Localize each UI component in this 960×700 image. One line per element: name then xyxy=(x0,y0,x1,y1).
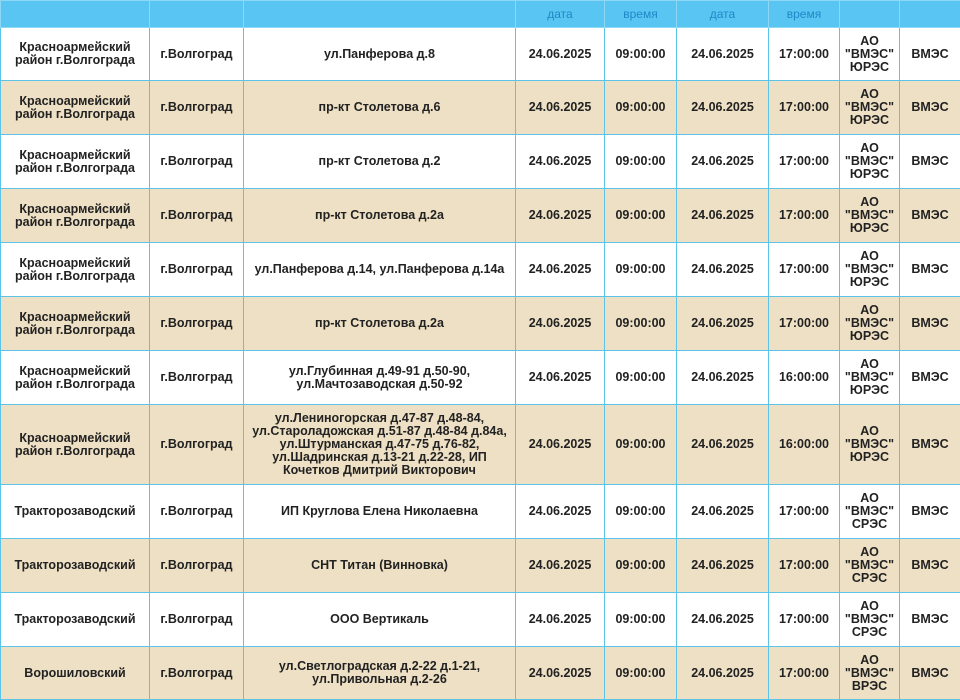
cell-end-time: 17:00:00 xyxy=(769,243,840,297)
cell-district: Красноармейский район г.Волгограда xyxy=(1,243,150,297)
cell-org-short: ВМЭС xyxy=(900,297,960,351)
cell-start-date: 24.06.2025 xyxy=(516,28,605,81)
cell-org: АО "ВМЭС" ЮРЭС xyxy=(840,135,900,189)
table-row xyxy=(1,485,960,539)
cell-end-time: 17:00:00 xyxy=(769,647,840,700)
cell-address: пр-кт Столетова д.6 xyxy=(244,81,516,135)
cell-start-date: 24.06.2025 xyxy=(516,189,605,243)
table-header-row xyxy=(1,1,960,28)
cell-start-date: 24.06.2025 xyxy=(516,135,605,189)
cell-city: г.Волгоград xyxy=(150,539,244,593)
cell-address: пр-кт Столетова д.2а xyxy=(244,189,516,243)
header-end-date: дата xyxy=(677,1,769,28)
cell-org: АО "ВМЭС" СРЭС xyxy=(840,593,900,647)
cell-end-time: 17:00:00 xyxy=(769,189,840,243)
cell-start-time: 09:00:00 xyxy=(605,81,677,135)
table-row xyxy=(1,189,960,243)
table-row xyxy=(1,539,960,593)
cell-address: пр-кт Столетова д.2 xyxy=(244,135,516,189)
cell-address: ООО Вертикаль xyxy=(244,593,516,647)
cell-city: г.Волгоград xyxy=(150,351,244,405)
cell-address: СНТ Титан (Винновка) xyxy=(244,539,516,593)
cell-end-date: 24.06.2025 xyxy=(677,405,769,485)
cell-end-date: 24.06.2025 xyxy=(677,351,769,405)
cell-start-date: 24.06.2025 xyxy=(516,485,605,539)
cell-end-time: 16:00:00 xyxy=(769,351,840,405)
cell-end-date: 24.06.2025 xyxy=(677,189,769,243)
cell-district: Тракторозаводский xyxy=(1,485,150,539)
cell-address: ул.Панферова д.8 xyxy=(244,28,516,81)
cell-address: ул.Лениногорская д.47-87 д.48-84, ул.Староладожская д.51-87 д.48-84 д.84а, ул.Штурманская д.47-75 д.76-82, ул.Шадринская д.13-21 д.22-28, ИП Кочетков Дмитрий Викторович xyxy=(244,405,516,485)
cell-org-short: ВМЭС xyxy=(900,351,960,405)
header-org-short xyxy=(900,1,960,28)
cell-org-short: ВМЭС xyxy=(900,593,960,647)
cell-org: АО "ВМЭС" СРЭС xyxy=(840,485,900,539)
header-district xyxy=(1,1,150,28)
cell-district: Красноармейский район г.Волгограда xyxy=(1,297,150,351)
cell-start-time: 09:00:00 xyxy=(605,485,677,539)
cell-city: г.Волгоград xyxy=(150,405,244,485)
cell-district: Красноармейский район г.Волгограда xyxy=(1,81,150,135)
cell-district: Тракторозаводский xyxy=(1,593,150,647)
cell-start-time: 09:00:00 xyxy=(605,297,677,351)
cell-org: АО "ВМЭС" ЮРЭС xyxy=(840,297,900,351)
cell-end-date: 24.06.2025 xyxy=(677,135,769,189)
cell-district: Красноармейский район г.Волгограда xyxy=(1,28,150,81)
header-start-date: дата xyxy=(516,1,605,28)
cell-city: г.Волгоград xyxy=(150,243,244,297)
table-row xyxy=(1,135,960,189)
cell-district: Ворошиловский xyxy=(1,647,150,700)
table-row xyxy=(1,351,960,405)
cell-start-time: 09:00:00 xyxy=(605,135,677,189)
cell-end-date: 24.06.2025 xyxy=(677,593,769,647)
cell-org: АО "ВМЭС" ЮРЭС xyxy=(840,351,900,405)
cell-end-time: 17:00:00 xyxy=(769,135,840,189)
cell-org-short: ВМЭС xyxy=(900,243,960,297)
cell-org-short: ВМЭС xyxy=(900,189,960,243)
cell-start-time: 09:00:00 xyxy=(605,593,677,647)
cell-district: Красноармейский район г.Волгограда xyxy=(1,351,150,405)
cell-address: ИП Круглова Елена Николаевна xyxy=(244,485,516,539)
cell-start-time: 09:00:00 xyxy=(605,351,677,405)
cell-org: АО "ВМЭС" ЮРЭС xyxy=(840,28,900,81)
cell-end-date: 24.06.2025 xyxy=(677,539,769,593)
table-row xyxy=(1,647,960,700)
cell-start-date: 24.06.2025 xyxy=(516,297,605,351)
cell-end-date: 24.06.2025 xyxy=(677,297,769,351)
table-row xyxy=(1,405,960,485)
cell-city: г.Волгоград xyxy=(150,485,244,539)
table-row xyxy=(1,593,960,647)
cell-district: Красноармейский район г.Волгограда xyxy=(1,405,150,485)
cell-city: г.Волгоград xyxy=(150,28,244,81)
cell-org-short: ВМЭС xyxy=(900,539,960,593)
cell-city: г.Волгоград xyxy=(150,135,244,189)
cell-org-short: ВМЭС xyxy=(900,485,960,539)
cell-city: г.Волгоград xyxy=(150,189,244,243)
cell-start-time: 09:00:00 xyxy=(605,405,677,485)
cell-end-time: 17:00:00 xyxy=(769,81,840,135)
cell-start-date: 24.06.2025 xyxy=(516,539,605,593)
header-start-time: время xyxy=(605,1,677,28)
table-row xyxy=(1,81,960,135)
cell-org: АО "ВМЭС" ЮРЭС xyxy=(840,405,900,485)
cell-end-time: 17:00:00 xyxy=(769,485,840,539)
cell-start-date: 24.06.2025 xyxy=(516,351,605,405)
cell-district: Красноармейский район г.Волгограда xyxy=(1,189,150,243)
header-org xyxy=(840,1,900,28)
cell-start-date: 24.06.2025 xyxy=(516,647,605,700)
cell-org: АО "ВМЭС" ВРЭС xyxy=(840,647,900,700)
cell-start-time: 09:00:00 xyxy=(605,647,677,700)
table-row xyxy=(1,243,960,297)
cell-org-short: ВМЭС xyxy=(900,81,960,135)
cell-start-time: 09:00:00 xyxy=(605,28,677,81)
cell-start-time: 09:00:00 xyxy=(605,189,677,243)
header-address xyxy=(244,1,516,28)
cell-org: АО "ВМЭС" ЮРЭС xyxy=(840,189,900,243)
cell-start-time: 09:00:00 xyxy=(605,539,677,593)
cell-address: ул.Панферова д.14, ул.Панферова д.14а xyxy=(244,243,516,297)
cell-city: г.Волгоград xyxy=(150,297,244,351)
cell-org: АО "ВМЭС" СРЭС xyxy=(840,539,900,593)
cell-org-short: ВМЭС xyxy=(900,405,960,485)
cell-start-date: 24.06.2025 xyxy=(516,593,605,647)
cell-district: Тракторозаводский xyxy=(1,539,150,593)
cell-end-date: 24.06.2025 xyxy=(677,81,769,135)
cell-end-time: 17:00:00 xyxy=(769,297,840,351)
cell-start-time: 09:00:00 xyxy=(605,243,677,297)
cell-org-short: ВМЭС xyxy=(900,135,960,189)
cell-city: г.Волгоград xyxy=(150,81,244,135)
cell-org-short: ВМЭС xyxy=(900,647,960,700)
cell-end-time: 16:00:00 xyxy=(769,405,840,485)
cell-start-date: 24.06.2025 xyxy=(516,405,605,485)
cell-address: ул.Глубинная д.49-91 д.50-90, ул.Мачтозаводская д.50-92 xyxy=(244,351,516,405)
cell-end-date: 24.06.2025 xyxy=(677,243,769,297)
cell-end-time: 17:00:00 xyxy=(769,28,840,81)
table-row xyxy=(1,28,960,81)
cell-city: г.Волгоград xyxy=(150,647,244,700)
header-city xyxy=(150,1,244,28)
table-body xyxy=(1,28,960,700)
table-row xyxy=(1,297,960,351)
cell-end-time: 17:00:00 xyxy=(769,539,840,593)
cell-org-short: ВМЭС xyxy=(900,28,960,81)
cell-city: г.Волгоград xyxy=(150,593,244,647)
cell-start-date: 24.06.2025 xyxy=(516,81,605,135)
cell-start-date: 24.06.2025 xyxy=(516,243,605,297)
cell-org: АО "ВМЭС" ЮРЭС xyxy=(840,243,900,297)
cell-end-date: 24.06.2025 xyxy=(677,647,769,700)
cell-address: пр-кт Столетова д.2а xyxy=(244,297,516,351)
cell-district: Красноармейский район г.Волгограда xyxy=(1,135,150,189)
cell-address: ул.Светлоградская д.2-22 д.1-21, ул.Привольная д.2-26 xyxy=(244,647,516,700)
cell-org: АО "ВМЭС" ЮРЭС xyxy=(840,81,900,135)
cell-end-time: 17:00:00 xyxy=(769,593,840,647)
cell-end-date: 24.06.2025 xyxy=(677,485,769,539)
cell-end-date: 24.06.2025 xyxy=(677,28,769,81)
header-end-time: время xyxy=(769,1,840,28)
